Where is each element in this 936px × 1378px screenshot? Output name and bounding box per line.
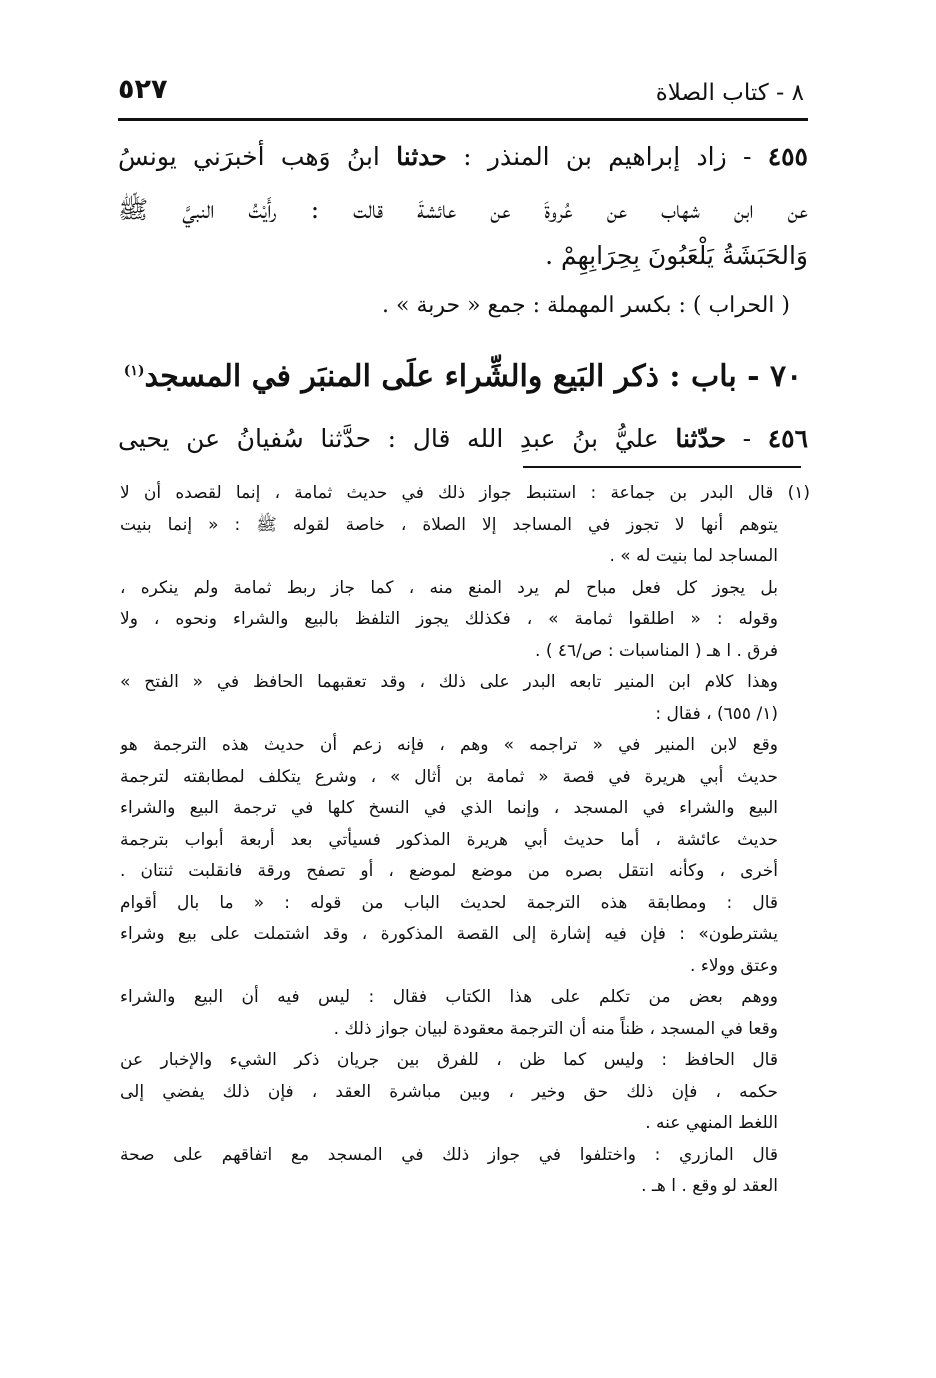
text-span: - زاد إبراهيم بن المنذر : <box>446 142 768 171</box>
chapter-heading <box>118 334 808 408</box>
text-bold: حدّثنا <box>675 424 727 453</box>
text-span: عليُّ بنُ عبدِ الله قال : حدَّثنا سُفيانُ عن يحيى <box>118 424 676 453</box>
footnote-line: حديث أبي هريرة في قصة « ثمامة بن أثال » ، وشرع يتكلف لمطابقته لترجمة <box>120 766 778 787</box>
chapter-heading-text: ٧٠ - باب : ذكر البَيع والشِّراء علَى المنبَر في المسجد <box>144 359 803 394</box>
hadith-455-line-1 <box>118 128 808 186</box>
hadith-456-line <box>118 408 808 470</box>
footnote-line: قال المازري : واختلفوا في جواز ذلك في المسجد مع اتفاقهم على صحة <box>120 1144 778 1165</box>
gloss-line: ( الحراب ) : بكسر المهملة : جمع « حربة » . <box>382 293 790 318</box>
footnote-line: (١/ ٦٥٥) ، فقال : <box>655 703 778 724</box>
footnote-line: وقع لابن المنير في « تراجمه » وهم ، فإنه زعم أن حديث هذه الترجمة هو <box>120 735 778 755</box>
footnote-separator <box>523 466 801 468</box>
footnotes <box>120 478 810 1203</box>
footnote-line: يتوهم أنها لا تجوز في المساجد إلا الصلاة ، خاصة لقوله ﷺ : « إنما بنيت <box>120 514 778 535</box>
footnote-line: وهذا كلام ابن المنير تابعه البدر على ذلك ، وقد تعقبهما الحافظ في « الفتح » <box>120 672 778 692</box>
hadith-number: ٤٥٦ <box>767 424 808 453</box>
footnote-line: أخرى ، وكأنه انتقل بصره من موضع لموضع ، أو تصفح ورقة فانقلبت ثنتان . <box>120 861 778 881</box>
footnote-line: البيع والشراء في المسجد ، وإنما الذي في النسخ كلها في ترجمة البيع والشراء <box>120 798 778 818</box>
footnote-line: يشترطون» : فإن فيه إشارة إلى القصة المذكورة ، وقد اشتملت على بيع وشراء <box>120 924 778 944</box>
footnote-line: فرق . ا هـ ( المناسبات : ص/٤٦ ) . <box>535 640 778 661</box>
header-rule <box>118 118 808 121</box>
footnote-line: وقعا في المسجد ، ظناً منه أن الترجمة معقودة لبيان جواز ذلك . <box>333 1018 778 1039</box>
footnote-line: المساجد لما بنيت له » . <box>609 546 778 566</box>
footnote-line: وعتق وولاء . <box>690 955 778 976</box>
footnote-line: قال الحافظ : وليس كما ظن ، للفرق بين جريان ذكر الشيء والإخبار عن <box>120 1050 778 1070</box>
hadith-number: ٤٥٥ <box>767 142 808 171</box>
text-span: ابنُ وَهب أخبرَني يونسُ <box>118 142 397 171</box>
footnote-line: العقد لو وقع . ا هـ . <box>641 1176 778 1196</box>
footnote-line: حديث عائشة ، أما حديث أبي هريرة المذكور فسيأتي بعد أربعة أبواب بترجمة <box>120 829 778 850</box>
chapter-title: ٨ - كتاب الصلاة <box>655 80 804 106</box>
footnote-line: حكمه ، فإن ذلك حق وخير ، وبين مباشرة العقد ، فإن ذلك يفضي إلى <box>120 1081 778 1102</box>
footnote-line: ووهم بعض من تكلم على هذا الكتاب فقال : ليس فيه أن البيع والشراء <box>120 987 778 1007</box>
hadith-455-line-3: وَالحَبَشَةُ يَلْعَبُونَ بِحِرَابِهِمْ . <box>545 241 808 270</box>
hadith-455-line-2: عن ابن شهاب عن عُروةَ عن عائشةَ قالت : رأَيْتُ النبيَّ ﷺ <box>118 195 808 224</box>
footnote-marker: (١) <box>123 363 145 379</box>
page-header <box>118 68 804 114</box>
page-number: ٥٢٧ <box>118 74 168 105</box>
text-bold: حدثنا <box>396 142 447 171</box>
footnote-line: اللغط المنهي عنه . <box>645 1113 778 1133</box>
footnote-line: قال : ومطابقة هذه الترجمة لحديث الباب من قوله : « ما بال أقوام <box>120 892 778 913</box>
footnote-line: بل يجوز كل فعل مباح لم يرد المنع منه ، كما جاز ربط ثمامة ولم ينكره ، <box>120 577 778 598</box>
text-span: - <box>726 424 768 453</box>
main-text <box>118 128 808 470</box>
footnote-line: (١) قال البدر بن جماعة : استنبط جواز ذلك في حديث ثمامة ، إنما لقصده أن لا <box>120 483 810 503</box>
footnote-line: وقوله : « اطلقوا ثمامة » ، فكذلك يجوز التلفظ بالبيع والشراء ونحوه ، ولا <box>120 609 778 629</box>
